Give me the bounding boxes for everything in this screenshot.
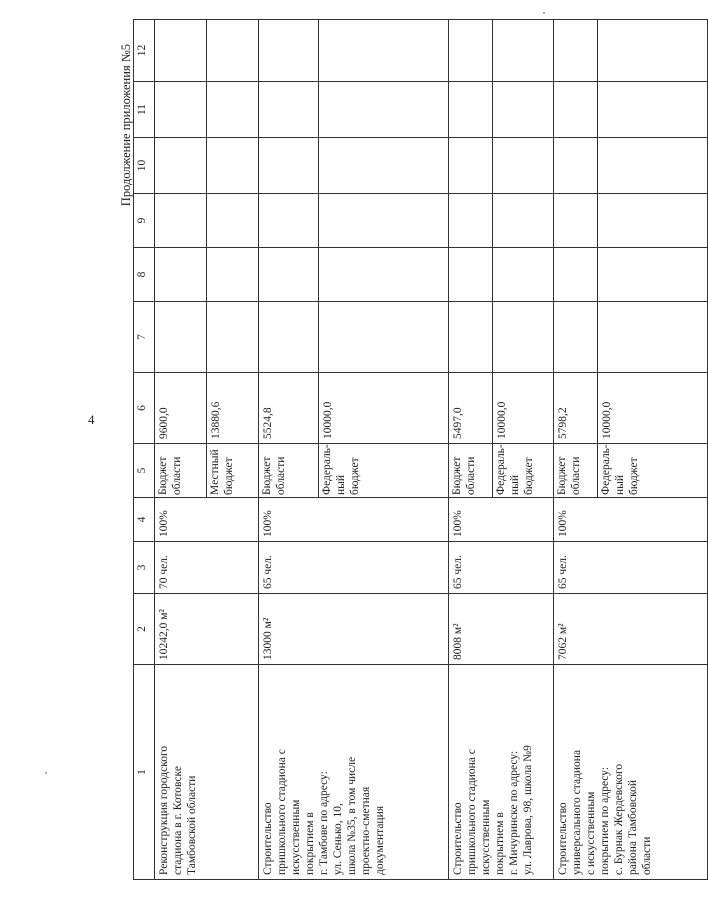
capacity-cell: 70 чел. [155,542,259,594]
object-name-line: проектно-сметная [360,786,373,875]
object-name-cell [554,665,708,880]
funding-source-cell [554,444,598,498]
object-name-line: пришкольного стадиона с [276,749,289,875]
percent-cell: 100% [155,498,259,542]
funding-source-line: ный [335,474,348,495]
funding-amount-cell: 9600,0 [155,373,207,444]
scan-speck [543,12,545,14]
object-name-line: Строительство [452,802,464,875]
funding-source-cell [449,444,493,498]
funding-amount-cell: 10000,0 [493,373,554,444]
funding-source-line: Федераль- [321,444,333,495]
empty-cell [493,82,554,138]
empty-cell [259,82,319,138]
funding-source-cell [319,444,449,498]
funding-amount-cell: 13880,6 [207,373,259,444]
empty-cell [155,138,207,194]
column-number: 9 [134,194,155,248]
object-name-line: с. Бурнак Жердевского [613,763,626,875]
empty-cell [259,194,319,248]
appendix-table [133,19,708,880]
object-name-line: пришкольного стадиона с [466,749,479,875]
empty-cell [207,194,259,248]
object-name-line: универсального стадиона [571,749,584,875]
empty-cell [493,138,554,194]
area-cell: 8008 м² [449,594,554,665]
empty-cell [449,20,493,82]
empty-cell [493,20,554,82]
area-cell: 13000 м² [259,594,449,665]
funding-source-line: Бюджет [451,456,463,495]
funding-source-line: Бюджет [157,456,169,495]
area-cell: 7062 м² [554,594,708,665]
funding-source-cell [259,444,319,498]
empty-cell [259,302,319,373]
column-number: 4 [134,498,155,542]
empty-cell [598,194,708,248]
scan-speck [45,772,47,774]
funding-source-line: бюджет [628,457,641,495]
empty-cell [449,302,493,373]
empty-cell [598,20,708,82]
empty-cell [493,248,554,302]
object-name-line: района Тамбовской [627,780,640,875]
table-row [155,20,207,880]
object-name-line: с искусственным [585,791,598,875]
object-name-line: г. Тамбове по адресу: [318,771,331,875]
funding-source-line: Федераль- [600,444,612,495]
funding-amount-cell: 10000,0 [319,373,449,444]
funding-amount-cell: 10000,0 [598,373,708,444]
empty-cell [554,82,598,138]
percent-cell: 100% [449,498,554,542]
empty-cell [554,20,598,82]
capacity-cell: 65 чел. [554,542,708,594]
empty-cell [319,248,449,302]
percent-cell: 100% [259,498,449,542]
empty-cell [598,302,708,373]
column-number-row [134,20,155,880]
funding-source-line: Федераль- [495,444,507,495]
funding-source-cell [598,444,708,498]
object-name-line: покрытием в [494,812,507,875]
object-name-line: покрытием в [304,812,317,875]
empty-cell [449,248,493,302]
empty-cell [598,248,708,302]
empty-cell [449,82,493,138]
empty-cell [449,138,493,194]
funding-source-cell [493,444,554,498]
empty-cell [319,82,449,138]
object-name-line: стадиона в г. Котовске [172,766,185,875]
empty-cell [259,138,319,194]
column-number: 10 [134,138,155,194]
funding-source-line: области [570,456,583,495]
table-row [449,20,493,880]
funding-amount-cell: 5524,8 [259,373,319,444]
object-name-line: г. Мичуринске по адресу: [508,750,521,875]
page-number: 4 [88,412,95,427]
empty-cell [207,302,259,373]
column-number: 11 [134,82,155,138]
object-name-line: школа №35, в том числе [346,756,359,875]
object-name-line: Строительство [262,802,274,875]
object-name-cell [155,665,259,880]
object-name-line: Тамбовской области [186,775,199,875]
object-name-line: Реконструкция городского [158,745,170,875]
empty-cell [319,194,449,248]
object-name-line: Строительство [557,802,569,875]
area-cell: 10242,0 м² [155,594,259,665]
empty-cell [207,82,259,138]
column-number: 12 [134,20,155,82]
empty-cell [449,194,493,248]
empty-cell [155,302,207,373]
empty-cell [493,194,554,248]
column-number: 2 [134,594,155,665]
funding-source-line: Бюджет [556,456,568,495]
table-row [554,20,598,880]
funding-source-line: ный [614,474,627,495]
empty-cell [598,138,708,194]
empty-cell [155,82,207,138]
funding-source-line: Бюджет [261,456,273,495]
column-number: 7 [134,302,155,373]
empty-cell [493,302,554,373]
object-name-line: искусственным [290,799,303,875]
funding-source-line: области [465,456,478,495]
column-number: 3 [134,542,155,594]
funding-amount-cell: 5497,0 [449,373,493,444]
funding-amount-cell: 5798,2 [554,373,598,444]
table-row [259,20,319,880]
object-name-line: покрытием по адресу: [599,766,612,875]
object-name-cell [449,665,554,880]
empty-cell [554,194,598,248]
empty-cell [207,20,259,82]
object-name-line: ул. Сенько, 10, [332,803,345,875]
object-name-line: искусственным [480,799,493,875]
funding-source-line: ный [509,474,522,495]
funding-source-line: бюджет [523,457,536,495]
funding-source-line: области [171,456,184,495]
empty-cell [207,138,259,194]
capacity-cell: 65 чел. [449,542,554,594]
funding-source-cell [155,444,207,498]
empty-cell [155,194,207,248]
empty-cell [554,138,598,194]
column-number: 1 [134,665,155,880]
object-name-cell [259,665,449,880]
empty-cell [319,302,449,373]
funding-source-line: бюджет [223,457,236,495]
funding-source-cell [207,444,259,498]
continuation-caption: Продолжение приложения №5 [119,44,133,207]
funding-source-line: бюджет [349,457,362,495]
funding-source-line: Местный [209,449,221,495]
empty-cell [259,248,319,302]
empty-cell [554,302,598,373]
empty-cell [598,82,708,138]
rotated-table-page [119,20,654,880]
empty-cell [155,248,207,302]
empty-cell [259,20,319,82]
empty-cell [207,248,259,302]
object-name-line: ул. Лаврова, 98, школа №9 [522,745,535,875]
capacity-cell: 65 чел. [259,542,449,594]
empty-cell [155,20,207,82]
funding-source-line: области [275,456,288,495]
empty-cell [319,138,449,194]
object-name-line: документация [374,805,387,875]
empty-cell [554,248,598,302]
column-number: 8 [134,248,155,302]
empty-cell [319,20,449,82]
percent-cell: 100% [554,498,708,542]
object-name-line: области [641,836,654,875]
column-number: 6 [134,373,155,444]
column-number: 5 [134,444,155,498]
